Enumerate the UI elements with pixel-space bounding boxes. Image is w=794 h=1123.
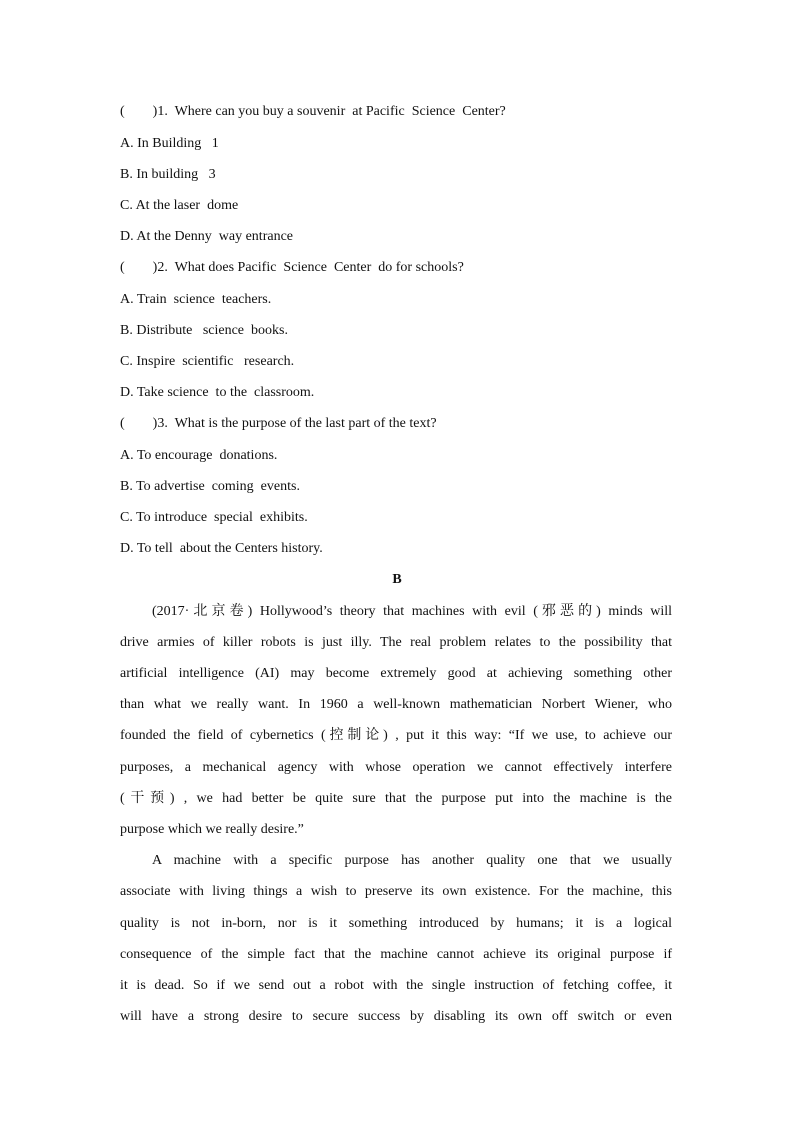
paragraph-2-line: A machine with a specific purpose has another quality one that we usually [152, 853, 672, 868]
paragraph-2-line: consequence of the simple fact that the machine cannot achieve its original purpose if [120, 947, 672, 962]
question-1-option-a: A. In Building 1 [120, 136, 219, 151]
paragraph-1-line: founded the field of cybernetics (控制论) , put it this way: “If we use, to achieve our [120, 728, 672, 743]
paragraph-1-line: drive armies of killer robots is just illy. The real problem relates to the possibility that [120, 635, 672, 650]
section-b-title: B [392, 572, 402, 587]
question-3-option-a: A. To encourage donations. [120, 448, 278, 463]
question-2-option-b: B. Distribute science books. [120, 323, 288, 338]
paragraph-1-line: artificial intelligence (AI) may become extremely good at achieving something other [120, 666, 672, 681]
paragraph-1-line: (干预) , we had better be quite sure that the purpose put into the machine is the [120, 791, 672, 806]
question-2-stem: ( )2. What does Pacific Science Center do for schools? [120, 260, 464, 275]
paragraph-1-line: (2017·北京卷) Hollywood’s theory that machines with evil (邪恶的) minds will [152, 604, 672, 619]
paragraph-2-line: quality is not in-born, nor is it something introduced by humans; it is a logical [120, 916, 672, 931]
question-1-option-d: D. At the Denny way entrance [120, 229, 293, 244]
question-3-option-c: C. To introduce special exhibits. [120, 510, 308, 525]
question-1-option-c: C. At the laser dome [120, 198, 239, 213]
question-2-option-d: D. Take science to the classroom. [120, 385, 315, 400]
paragraph-1-line: than what we really want. In 1960 a well-known mathematician Norbert Wiener, who [120, 697, 672, 712]
paragraph-1-line: purposes, a mechanical agency with whose operation we cannot effectively interfere [120, 760, 672, 775]
question-2-option-a: A. Train science teachers. [120, 292, 272, 307]
question-2-option-c: C. Inspire scientific research. [120, 354, 295, 369]
question-3-option-d: D. To tell about the Centers history. [120, 541, 323, 556]
question-3-option-b: B. To advertise coming events. [120, 479, 300, 494]
paragraph-2-line: it is dead. So if we send out a robot with the single instruction of fetching coffee, it [120, 978, 672, 993]
question-1-stem: ( )1. Where can you buy a souvenir at Pacific Science Center? [120, 104, 506, 119]
question-3-stem: ( )3. What is the purpose of the last part of the text? [120, 416, 437, 431]
question-1-option-b: B. In building 3 [120, 167, 216, 182]
paragraph-2-line: will have a strong desire to secure success by disabling its own off switch or even [120, 1009, 672, 1024]
paragraph-2-line: associate with living things a wish to preserve its own existence. For the machine, this [120, 884, 672, 899]
paragraph-1-line: purpose which we really desire.” [120, 822, 304, 837]
